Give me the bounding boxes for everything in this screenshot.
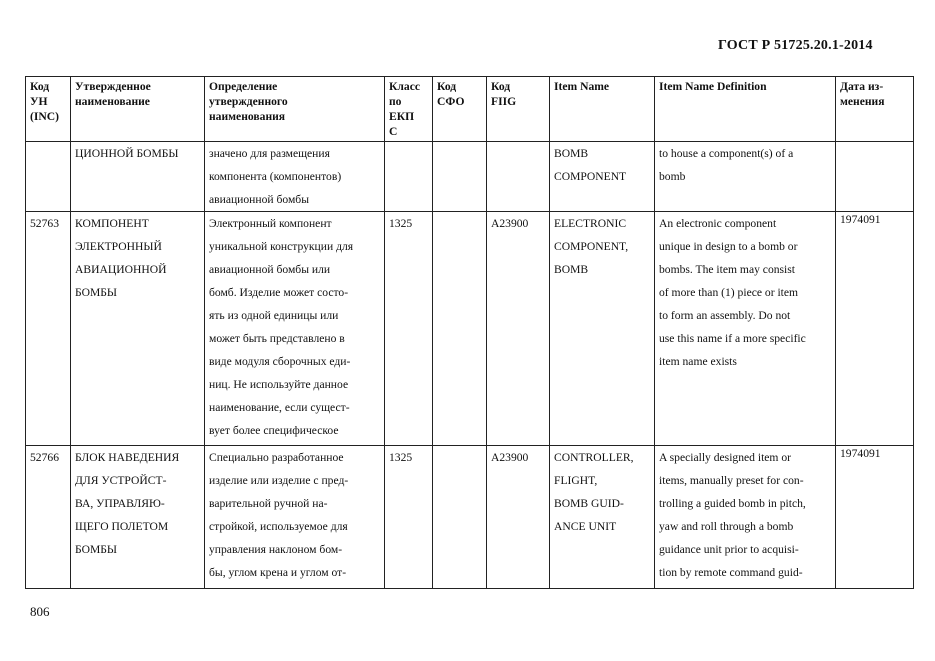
header-inc: Код УН (INC) bbox=[26, 77, 71, 142]
cell-fiig: A23900 bbox=[487, 446, 550, 589]
cell-inc bbox=[26, 142, 71, 212]
cell-item-name-definition: An electronic component unique in design to a bomb or bombs. The item may consist of more than (1) piece or item to form an assembly. Do not use this name if a more specific item name exists bbox=[655, 212, 836, 446]
header-fiig: Код FIIG bbox=[487, 77, 550, 142]
cell-class: 1325 bbox=[385, 212, 433, 446]
cell-inc: 52766 bbox=[26, 446, 71, 589]
header-sfo: Код СФО bbox=[433, 77, 487, 142]
cell-class: 1325 bbox=[385, 446, 433, 589]
cell-definition: Специально разработанное изделие или изделие с пред- варительной ручной на- стройкой, используемое для управления наклоном бом- бы, углом крена и углом от- bbox=[205, 446, 385, 589]
table-row bbox=[26, 212, 914, 446]
table-row-continuation bbox=[26, 142, 914, 212]
cell-item-name-definition: to house a component(s) of a bomb bbox=[655, 142, 836, 212]
cell-approved-name: БЛОК НАВЕДЕНИЯ ДЛЯ УСТРОЙСТ- ВА, УПРАВЛЯЮ- ЩЕГО ПОЛЕТОМ БОМБЫ bbox=[71, 446, 205, 589]
cell-item-name: ELECTRONIC COMPONENT, BOMB bbox=[550, 212, 655, 446]
cell-fiig: A23900 bbox=[487, 212, 550, 446]
cell-sfo bbox=[433, 142, 487, 212]
table-row bbox=[26, 446, 914, 589]
header-item-name: Item Name bbox=[550, 77, 655, 142]
header-class: Класс по ЕКП С bbox=[385, 77, 433, 142]
cell-change-date bbox=[836, 142, 914, 212]
cell-class bbox=[385, 142, 433, 212]
header-definition: Определение утвержденного наименования bbox=[205, 77, 385, 142]
page-number: 806 bbox=[30, 604, 50, 619]
header-change-date: Дата из- менения bbox=[836, 77, 914, 142]
cell-inc: 52763 bbox=[26, 212, 71, 446]
header-approved-name: Утвержденное наименование bbox=[71, 77, 205, 142]
cell-item-name: CONTROLLER, FLIGHT, BOMB GUID- ANCE UNIT bbox=[550, 446, 655, 589]
cell-item-name: BOMB COMPONENT bbox=[550, 142, 655, 212]
cell-approved-name: КОМПОНЕНТ ЭЛЕКТРОННЫЙ АВИАЦИОННОЙ БОМБЫ bbox=[71, 212, 205, 446]
table-header-row bbox=[26, 77, 914, 142]
cell-approved-name: ЦИОННОЙ БОМБЫ bbox=[71, 142, 205, 212]
header-item-name-definition: Item Name Definition bbox=[655, 77, 836, 142]
cell-item-name-definition: A specially designed item or items, manually preset for con- trolling a guided bomb in pitch, yaw and roll through a bomb guidance unit prior to acquisi- tion by remote command guid- bbox=[655, 446, 836, 589]
item-names-table bbox=[25, 76, 914, 589]
cell-definition: Электронный компонент уникальной конструкции для авиационной бомбы или бомб. Изделие может состо- ять из одной единицы или может быть представлено в виде модуля сборочных еди- ниц. Не используйте данное наименование, если сущест- вует более специфическое bbox=[205, 212, 385, 446]
cell-change-date: 1974091 bbox=[836, 212, 914, 446]
document-code: ГОСТ Р 51725.20.1-2014 bbox=[718, 38, 873, 53]
cell-definition: значено для размещения компонента (компонентов) авиационной бомбы bbox=[205, 142, 385, 212]
cell-sfo bbox=[433, 212, 487, 446]
cell-fiig bbox=[487, 142, 550, 212]
cell-sfo bbox=[433, 446, 487, 589]
cell-change-date: 1974091 bbox=[836, 446, 914, 589]
